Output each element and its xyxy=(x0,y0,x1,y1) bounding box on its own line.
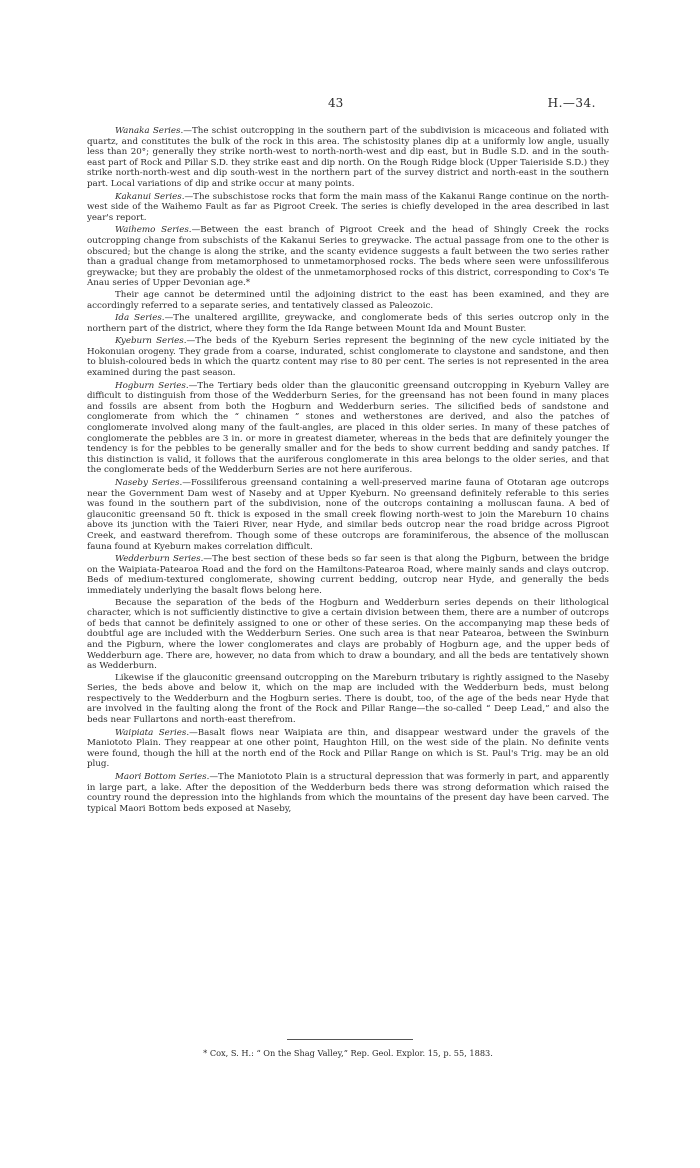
paragraph-wedderburn-separation xyxy=(87,598,609,672)
paragraph-text: —Between the east branch of Pigroot Creek and the head of Shingly Creek the rocks outcropping change from subschists of the Kakanui Series to greywacke. The actual passage from one to the other is obscured; but the change is along the strike, and the scanty evidence suggests a fault between the two series rather than a gradual change from metamorphosed to unmetamorphosed rocks. The beds where seen were unfossiliferous greywacke; but they are probably the oldest of the unmetamorphosed rocks of this district, corresponding to Cox's Te Anau series of Upper Devonian age.* xyxy=(87,225,609,289)
footnote-divider xyxy=(287,1039,413,1040)
paragraph-text: —The beds of the Kyeburn Series represent the beginning of the new cycle initiated by the Hokonuian orogeny. They grade from a coarse, indurated, schist conglomerate to claystone and sandstone, and then to bluish-coloured beds in which the quartz content may rise to 80 per cent. The series is not represented in the area examined during the past season. xyxy=(87,336,609,379)
series-heading: Kakanui Series. xyxy=(115,191,185,202)
paragraph-text: Their age cannot be determined until the adjoining district to the east has been examined, and they are accordingly referred to a separate series, and tentatively classed as Paleozoic. xyxy=(87,289,609,311)
series-heading: Maori Bottom Series. xyxy=(115,772,210,783)
paragraph-wedderburn-greensand xyxy=(87,673,609,726)
paragraph-text: —The unaltered argillite, greywacke, and conglomerate beds of this series outcrop only in the northern part of the district, where they form the Ida Range between Mount Ida and Mount Buster. xyxy=(87,313,609,334)
page-number: 43 xyxy=(328,96,344,110)
page-header xyxy=(0,96,700,116)
paragraph-text: —The subschistose rocks that form the main mass of the Kakanui Range continue on the north-west side of the Waihemo Fault as far as Pigroot Creek. The series is chiefly developed in the area described in last year's report. xyxy=(87,191,609,223)
paragraph-text: —The schist outcropping in the southern part of the subdivision is micaceous and foliated with quartz, and constitutes the bulk of the rock in this area. The schistosity planes dip at a uniformly low angle, usually less than 20°; generally they strike north-west to north-north-west and dip east, but in Budle S.D. and in the south-east part of Rock and Pillar S.D. they strike east and dip north. On the Rough Ridge block (Upper Taieriside S.D.) they strike north-north-west and dip south-west in the northern part of the survey district and north-east in the southern part. Local variations of dip and strike occur at many points. xyxy=(87,126,609,189)
paragraph-waihemo-age xyxy=(87,290,609,311)
paragraph-text: —The Maniototo Plain is a structural depression that was formerly in part, and apparently in large part, a lake. After the deposition of the Wedderburn beds there was strong deformation which raised the country round the depression into the highlands from which the mountains of the present day have been carved. The typical Maori Bottom beds exposed at Naseby, xyxy=(87,772,609,814)
report-code: H.—34. xyxy=(547,96,596,110)
series-heading: Waihemo Series. xyxy=(115,225,192,236)
paragraph-waihemo-series xyxy=(87,225,609,289)
series-heading: Naseby Series. xyxy=(115,478,183,488)
paragraph-text: —The Tertiary beds older than the glauconitic greensand outcropping in Kyeburn Valley are difficult to distinguish from those of the Wedderburn Series, for the greensand has not been found in many places and fossils are absent from both the Hogburn and Wedderburn series. The silicified beds of sandstone and conglomerate from which the “ chinamen ” stones and wetherstones are derived, and also the patches of conglomerate involved along many of the fault-angles, are placed in this older series. In many of these patches of conglomerate the pebbles are 3 in. or more in greatest diameter, whereas in the beds that are definitely younger the tendency is for the pebbles to be generally smaller and for the beds to show current bedding and sandy patches. If this distinction is valid, it follows that the auriferous conglomerate in this area belongs to the older series, and that the conglomerate beds of the Wedderburn Series are not here auriferous. xyxy=(87,380,609,476)
series-heading: Wanaka Series. xyxy=(115,126,184,136)
paragraph-waipiata-series xyxy=(87,728,609,770)
series-heading: Wedderburn Series. xyxy=(115,554,204,565)
paragraph-naseby-series xyxy=(87,478,609,552)
paragraph-wedderburn-series xyxy=(87,554,609,596)
paragraph-maori-bottom-series xyxy=(87,772,609,814)
paragraph-kyeburn-series xyxy=(87,336,609,378)
series-heading: Kyeburn Series. xyxy=(115,336,187,347)
footnote: * Cox, S. H.: “ On the Shag Valley,” Rep. Geol. Explor. 15, p. 55, 1883. xyxy=(203,1048,493,1058)
paragraph-hogburn-series xyxy=(87,381,609,476)
paragraph-text: —Basalt flows near Waipiata are thin, and disappear westward under the gravels of the Maniototo Plain. They reappear at one other point, Haughton Hill, on the west side of the plain. No definite vents were found, though the hill at the north end of the Rock and Pillar Range on which is St. Paul's Trig. may be an old plug. xyxy=(87,727,610,770)
series-heading: Hogburn Series. xyxy=(115,380,189,391)
series-heading: Waipiata Series. xyxy=(115,727,190,738)
paragraph-text: —The best section of these beds so far seen is that along the Pigburn, between the bridge on the Waipiata-Patearoa Road and the ford on the Hamiltons-Patearoa Road, where mainly sands and clays outcrop. Beds of medium-textured conglomerate, showing current bedding, outcrop near Hyde, and generally the beds immediately underlying the basalt flows belong here. xyxy=(87,554,609,596)
paragraph-text: —Fossiliferous greensand containing a well-preserved marine fauna of Ototaran age outcrops near the Government Dam west of Naseby and at Upper Kyeburn. No greensand definitely referable to this series was found in the southern part of the subdivision, none of the outcrops containing a molluscan fauna. A bed of glauconitic greensand 50 ft. thick is exposed in the small creek flowing north-west to join the Mareburn 10 chains above its junction with the Taieri River, near Hyde, and similar beds outcrop near the road bridge across Pigroot Creek, and eastward therefrom. Though some of these outcrops are foraminiferous, the absence of the molluscan fauna found at Kyeburn makes correlation difficult. xyxy=(87,478,610,552)
paragraph-text: Likewise if the glauconitic greensand outcropping on the Mareburn tributary is rightly assigned to the Naseby Series, the beds above and below it, which on the map are included with the Wedderburn beds, must belong respectively to the Wedderburn and the Hogburn series. There is doubt, too, of the age of the beds near Hyde that are involved in the faulting along the front of the Rock and Pillar Range—the so-called “ Deep Lead,” and also the beds near Fullartons and north-east therefrom. xyxy=(87,672,609,726)
paragraph-text: Because the separation of the beds of the Hogburn and Wedderburn series depends on their lithological character, which is not sufficiently distinctive to give a certain division between them, there are a number of outcrops of beds that cannot be definitely assigned to one or other of these series. On the accompanying map these beds of doubtful age are included with the Wedderburn Series. One such area is that near Patearoa, between the Swinburn and the Pigburn, where the lower conglomerates and clays are probably of Hogburn age, and the upper beds of Wedderburn age. There are, however, no data from which to draw a boundary, and all the beds are tentatively shown as Wedderburn. xyxy=(87,597,609,672)
paragraph-kakanui-series xyxy=(87,192,609,224)
body-text xyxy=(87,126,609,816)
paragraph-ida-series xyxy=(87,313,609,334)
series-heading: Ida Series. xyxy=(115,313,165,324)
paragraph-wanaka-series xyxy=(87,126,609,190)
